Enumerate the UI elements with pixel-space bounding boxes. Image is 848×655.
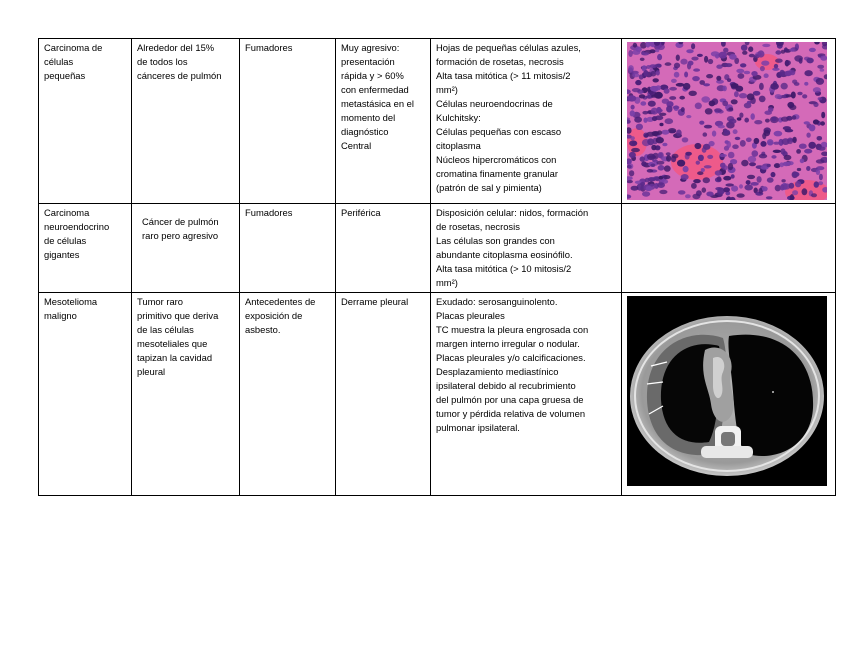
cell-frecuencia: Alrededor del 15% de todos los cánceres de pulmón	[132, 39, 240, 204]
cell-histologia: Exudado: serosanguinolento. Placas pleurales TC muestra la pleura engrosada con margen interno irregular o nodular. Placas pleurales y/o calcificaciones. Desplazamiento mediastínico ipsilateral debido al recubrimiento del pulmón por una capa gruesa de tumor y pérdida relativa de volumen pulmonar ipsilateral.	[431, 293, 622, 496]
ct-scan-chest	[627, 296, 827, 486]
cell-histologia: Hojas de pequeñas células azules, formación de rosetas, necrosis Alta tasa mitótica (> 11 mitosis/2 mm²) Células neuroendocrinas de Kulchitsky: Células pequeñas con escaso citoplasma Núcleos hipercromáticos con cromatina finamente granular (patrón de sal y pimienta)	[431, 39, 622, 204]
cell-tipo: Carcinoma de células pequeñas	[39, 39, 132, 204]
cell-frecuencia: Cáncer de pulmón raro pero agresivo	[132, 204, 240, 293]
cell-factor: Fumadores	[240, 39, 336, 204]
table-row	[39, 204, 836, 293]
cell-tipo: Mesotelioma maligno	[39, 293, 132, 496]
cell-localizacion: Derrame pleural	[336, 293, 431, 496]
cell-frecuencia: Tumor raro primitivo que deriva de las células mesoteliales que tapizan la cavidad pleural	[132, 293, 240, 496]
cell-factor: Antecedentes de exposición de asbesto.	[240, 293, 336, 496]
cell-factor: Fumadores	[240, 204, 336, 293]
table-row	[39, 293, 836, 496]
cell-histologia: Disposición celular: nidos, formación de rosetas, necrosis Las células son grandes con abundante citoplasma eosinófilo. Alta tasa mitótica (> 10 mitosis/2 mm²)	[431, 204, 622, 293]
histology-micrograph	[627, 42, 827, 200]
table-row	[39, 39, 836, 204]
cell-localizacion: Muy agresivo: presentación rápida y > 60% con enfermedad metastásica en el momento del diagnóstico Central	[336, 39, 431, 204]
tumor-table	[38, 38, 836, 496]
cell-tipo: Carcinoma neuroendocrino de células gigantes	[39, 204, 132, 293]
cell-imagen	[622, 204, 836, 293]
cell-localizacion: Periférica	[336, 204, 431, 293]
cell-imagen	[622, 39, 836, 204]
cell-imagen	[622, 293, 836, 496]
